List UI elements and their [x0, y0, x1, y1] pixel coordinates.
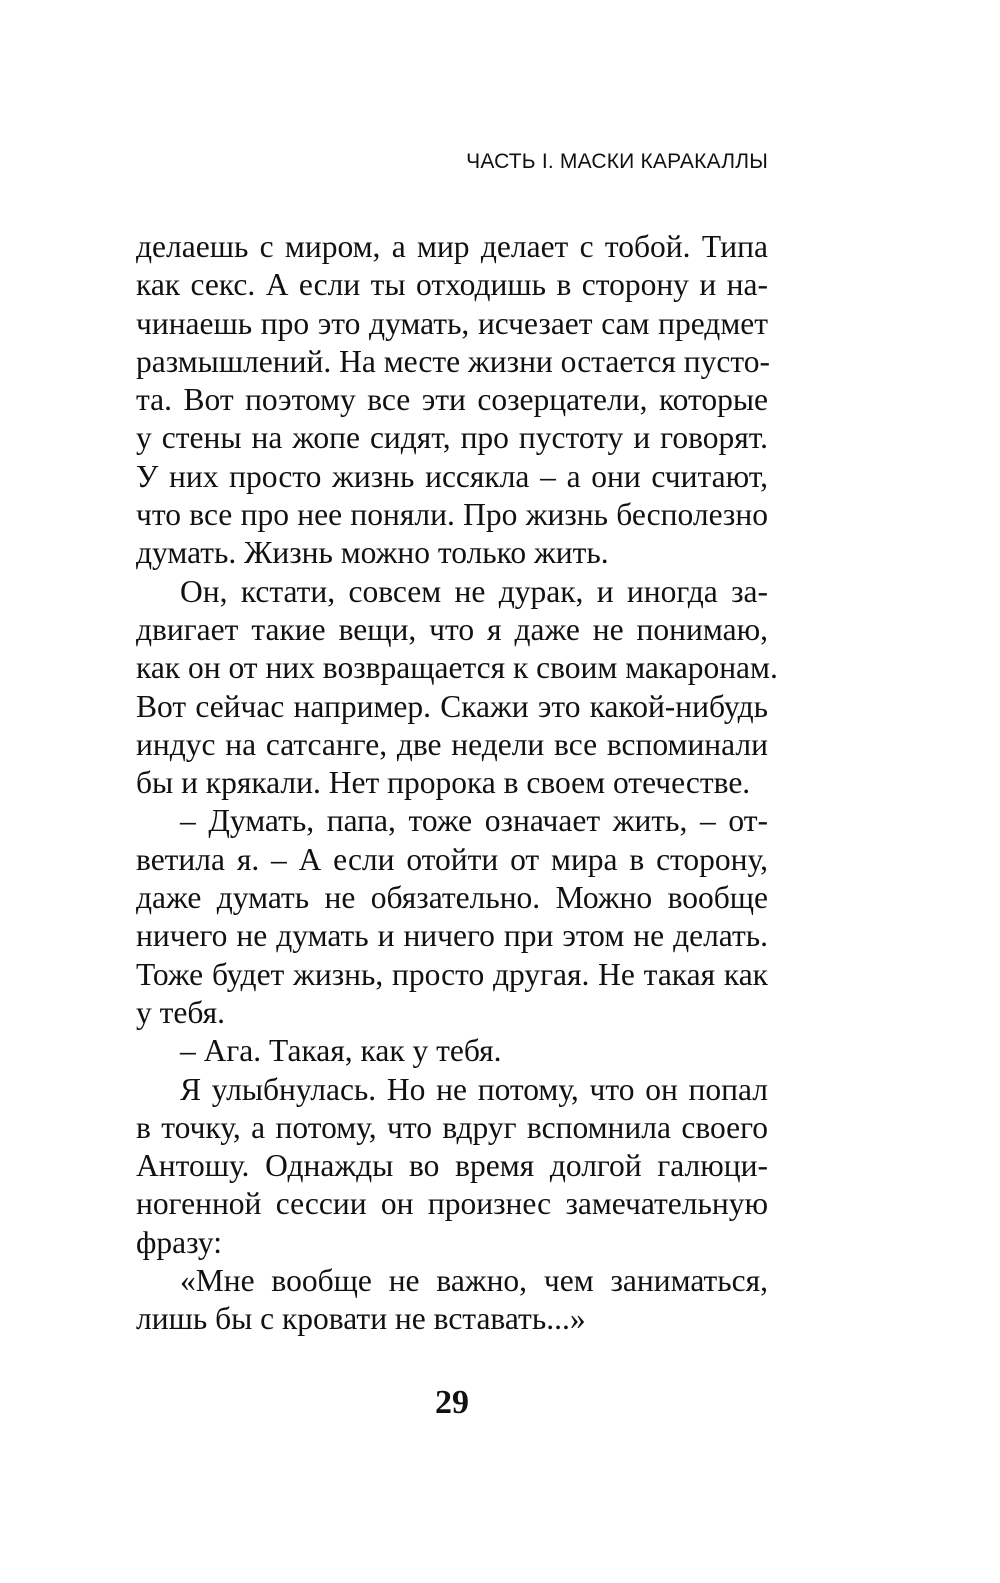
text-line: Вот сейчас например. Скажи это какой-нибудь — [136, 688, 768, 724]
body-text — [136, 228, 778, 1339]
text-line: лишь бы с кровати не вставать...» — [136, 1301, 586, 1337]
text-line: размышлений. На месте жизни остается пусто- — [136, 343, 770, 379]
running-header: ЧАСТЬ I. МАСКИ КАРАКАЛЛЫ — [466, 150, 768, 173]
text-line: «Мне вообще не важно, чем заниматься, — [180, 1263, 768, 1299]
text-line: – Ага. Такая, как у тебя. — [180, 1033, 502, 1069]
text-line: двигает такие вещи, что я даже не понимаю, — [136, 611, 768, 647]
text-line: Антошу. Однажды во время долгой галюци- — [136, 1148, 768, 1184]
text-line: ничего не думать и ничего при этом не делать. — [136, 918, 768, 954]
text-line: у тебя. — [136, 994, 225, 1030]
text-line: ветила я. – А если отойти от мира в сторону, — [136, 841, 768, 877]
page-number: 29 — [435, 1384, 469, 1421]
text-line: ногенной сессии он произнес замечательную — [136, 1186, 768, 1222]
text-line: думать. Жизнь можно только жить. — [136, 535, 609, 571]
text-line: бы и крякали. Нет пророка в своем отечестве. — [136, 765, 751, 801]
text-line: – Думать, папа, тоже означает жить, – от- — [180, 803, 768, 839]
text-line: У них просто жизнь иссякла – а они считают, — [136, 458, 768, 494]
text-line: делаешь с миром, а мир делает с тобой. Типа — [136, 229, 768, 264]
text-line: что все про нее поняли. Про жизнь бесполезно — [136, 497, 768, 533]
text-line: чинаешь про это думать, исчезает сам предмет — [136, 305, 768, 341]
text-line: та. Вот поэтому все эти созерцатели, которые — [136, 382, 768, 418]
text-line: как секс. А если ты отходишь в сторону и на- — [136, 267, 768, 303]
text-line: у стены на жопе сидят, про пустоту и говорят. — [136, 420, 768, 456]
text-line: Тоже будет жизнь, просто другая. Не такая как — [136, 956, 768, 992]
text-line: индус на сатсанге, две недели все вспоминали — [136, 726, 768, 762]
text-line: как он от них возвращается к своим макаронам. — [136, 650, 778, 686]
text-line: Он, кстати, совсем не дурак, и иногда за- — [180, 573, 768, 609]
text-line: Я улыбнулась. Но не потому, что он попал — [180, 1071, 768, 1107]
text-line: фразу: — [136, 1224, 223, 1260]
text-line: в точку, а потому, что вдруг вспомнила своего — [136, 1109, 768, 1145]
text-line: даже думать не обязательно. Можно вообще — [136, 880, 768, 916]
